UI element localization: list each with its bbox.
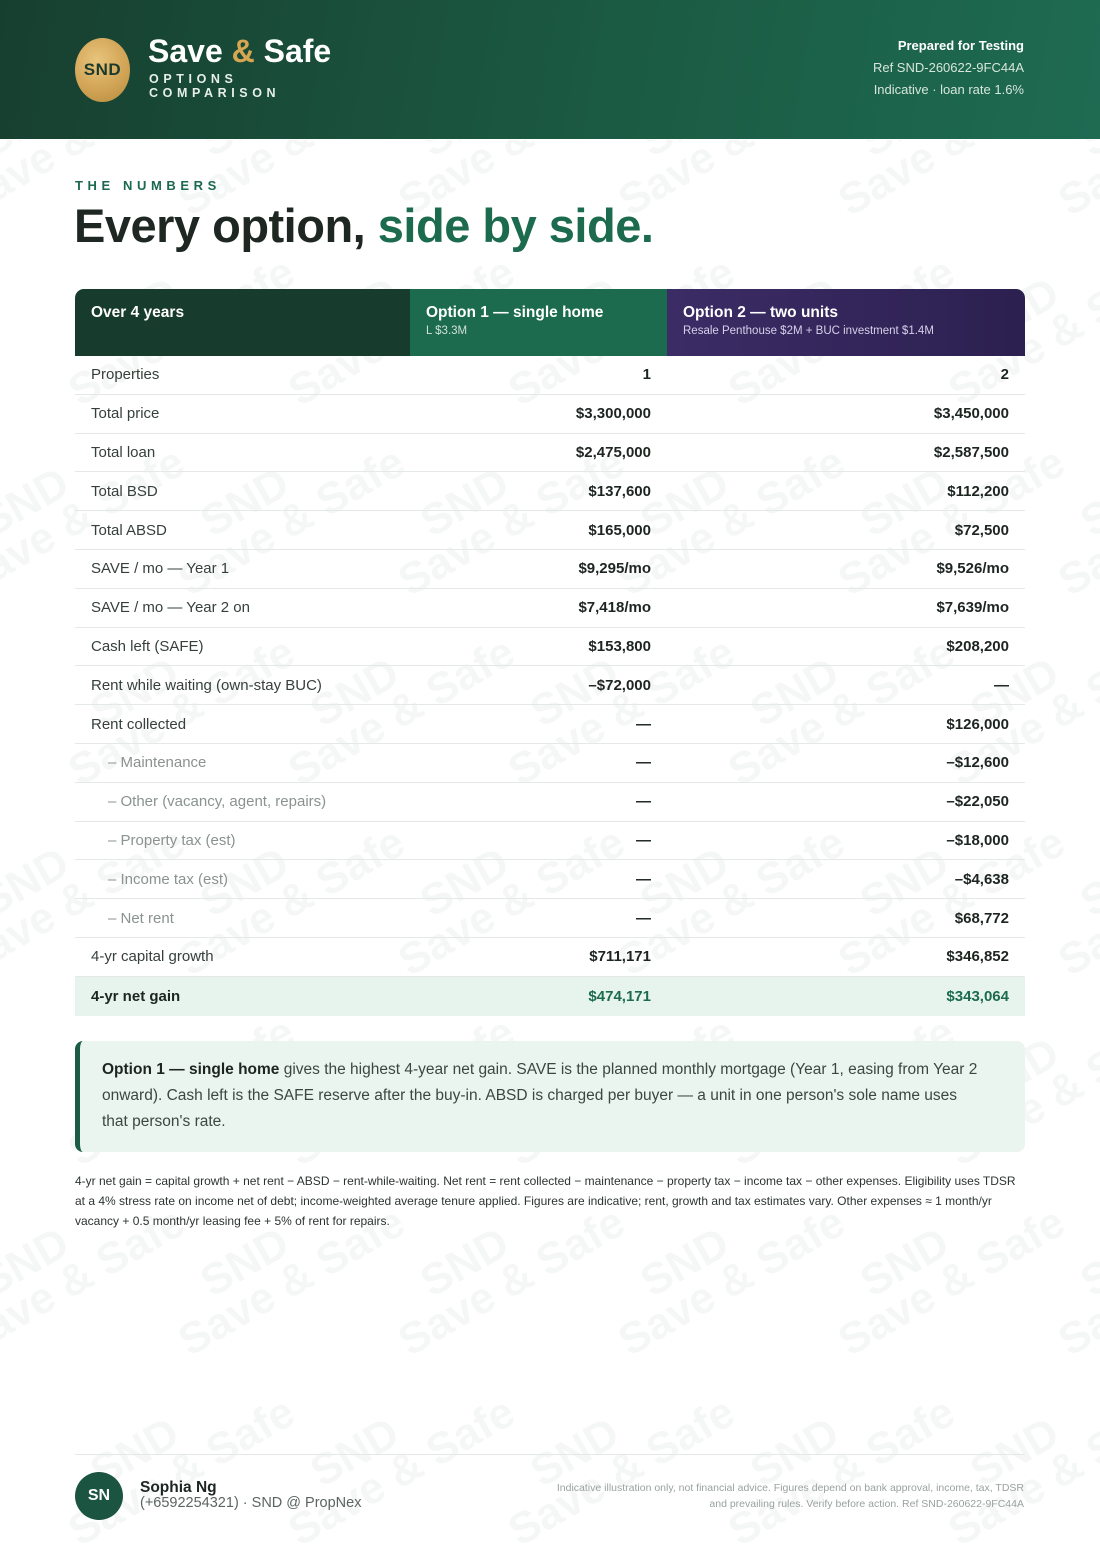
option-2-value: –$22,050: [946, 793, 1009, 811]
watermark-text: [1033, 140, 1100, 222]
table-row-total-loan: [75, 434, 1025, 473]
section-eyebrow: THE NUMBERS: [75, 178, 221, 193]
watermark-text: [1033, 818, 1100, 982]
loan-rate-note: Indicative · loan rate 1.6%: [873, 82, 1024, 97]
page-title-accent: side by side.: [377, 199, 654, 252]
option-1-value: $7,418/mo: [578, 599, 651, 617]
row-label: – Property tax (est): [108, 831, 236, 849]
methodology-footnote: 4-yr net gain = capital growth + net rent − ABSD − rent-while-waiting. Net rent = rent collected − maintenance − property tax − income tax − other expenses. Eligibility uses TDSR at a 4% stress rate on income net of debt; income-weighted average tenure applied. Figures are indicative; rent, growth and tax estimates vary. Other expenses ≈ 1 month/yr vacancy + 0.5 month/yr leasing fee + 5% of rent for repairs.: [75, 1174, 1016, 1228]
row-label: Total loan: [91, 443, 156, 461]
option-2-title: Option 2 — two units: [683, 304, 838, 321]
row-label: 4-yr capital growth: [91, 948, 214, 966]
option-2-value: $208,200: [946, 637, 1009, 655]
reference-number: Ref SND-260622-9FC44A: [872, 60, 1024, 75]
option-1-value: —: [636, 793, 651, 811]
row-label: – Maintenance: [108, 754, 207, 772]
table-row-cash-left: [75, 628, 1025, 667]
table-row-properties: [75, 356, 1025, 395]
option-1-value: $137,600: [588, 482, 651, 500]
option-2-value: $346,852: [946, 948, 1009, 966]
brand-name: Save & Safe: [148, 33, 332, 69]
option-2-value: $3,450,000: [933, 405, 1009, 423]
option-1-value: 1: [642, 366, 651, 384]
row-label: 4-yr net gain: [91, 987, 181, 1005]
header-period: Over 4 years: [75, 289, 410, 356]
option-2-subtitle: Resale Penthouse $2M + BUC investment $1.4M: [683, 325, 934, 337]
row-label: – Income tax (est): [108, 870, 229, 888]
option-1-value: $3,300,000: [575, 405, 651, 423]
agent-contact: (+6592254321) · SND @ PropNex: [140, 1495, 362, 1511]
option-1-value: —: [636, 909, 651, 927]
page-title: Every option, side by side.: [74, 199, 654, 252]
option-2-value: $112,200: [947, 482, 1009, 500]
option-2-value: $7,639/mo: [936, 599, 1009, 617]
brand-ampersand: &: [231, 33, 255, 69]
watermark-text: [483, 1388, 688, 1552]
table-row-total-absd: [75, 511, 1025, 550]
prepared-for: Prepared for Testing: [897, 38, 1024, 53]
avatar: SN: [75, 1472, 123, 1520]
row-label: Cash left (SAFE): [91, 637, 204, 655]
option-2-value: $2,587,500: [933, 443, 1009, 461]
table-row-property-tax: [75, 822, 1025, 861]
table-row-other-expenses: [75, 783, 1025, 822]
watermark-text: [43, 1388, 248, 1552]
row-label: SAVE / mo — Year 1: [91, 560, 230, 578]
option-1-value: $165,000: [588, 521, 651, 539]
table-row-total-price: [75, 395, 1025, 434]
watermark-text: [813, 140, 1018, 222]
brand-logo: SND: [75, 38, 130, 102]
watermark-text: [703, 1388, 908, 1552]
callout-lead: Option 1 — single home: [102, 1061, 280, 1078]
option-2-value: 2: [1000, 366, 1009, 384]
option-2-value: $9,526/mo: [936, 560, 1009, 578]
summary-callout: [75, 1041, 1025, 1152]
watermark-text: [263, 1388, 468, 1552]
option-1-value: —: [636, 754, 651, 772]
row-label: – Net rent: [108, 909, 174, 927]
option-1-title: Option 1 — single home: [426, 304, 604, 321]
brand-subtitle: OPTIONS COMPARISON: [149, 72, 281, 100]
header-option-2: [667, 289, 1025, 356]
row-label: Total price: [91, 405, 160, 423]
table-row-net-gain: [75, 977, 1025, 1016]
comparison-table: [75, 289, 1025, 1016]
row-label: Properties: [91, 366, 160, 384]
option-2-value: $343,064: [946, 987, 1009, 1005]
option-2-value: $72,500: [954, 521, 1009, 539]
watermark-text: [1033, 1198, 1100, 1362]
page-header: [0, 0, 1100, 139]
footer-divider: [75, 1454, 1025, 1455]
option-1-value: $2,475,000: [575, 443, 651, 461]
header-option-1: [410, 289, 667, 356]
row-label: – Other (vacancy, agent, repairs): [108, 793, 327, 811]
callout-body: gives the highest 4-year net gain. SAVE is the planned monthly mortgage (Year 1, easing from Year 2 onward). Cash left is the SAFE reserve after the buy-in. ABSD is charged per buyer — a unit in one person's sole name uses that person's rate.: [102, 1061, 978, 1130]
table-header: [75, 289, 1025, 356]
row-label: Rent while waiting (own-stay BUC): [91, 676, 322, 694]
table-row-save-year-1: [75, 550, 1025, 589]
table-row-rent-while-waiting: [75, 666, 1025, 705]
table-row-total-bsd: [75, 472, 1025, 511]
option-1-value: $153,800: [588, 637, 651, 655]
table-row-rent-collected: [75, 705, 1025, 744]
table-row-net-rent: [75, 899, 1025, 938]
option-2-value: –$12,600: [946, 754, 1009, 772]
table-row-maintenance: [75, 744, 1025, 783]
table-row-income-tax: [75, 860, 1025, 899]
option-1-value: $9,295/mo: [578, 560, 651, 578]
option-2-value: $126,000: [946, 715, 1009, 733]
row-label: Rent collected: [91, 715, 187, 733]
option-2-value: –$18,000: [946, 831, 1009, 849]
watermark-text: [1033, 438, 1100, 602]
option-1-value: —: [636, 870, 651, 888]
option-2-value: $68,772: [954, 909, 1009, 927]
option-1-subtitle: L $3.3M: [426, 325, 468, 337]
row-label: SAVE / mo — Year 2 on: [91, 599, 250, 617]
option-2-value: —: [994, 676, 1009, 694]
option-1-value: –$72,000: [588, 676, 651, 694]
prepared-block: [873, 37, 1024, 103]
option-2-value: –$4,638: [954, 870, 1009, 888]
row-label: Total ABSD: [91, 521, 167, 539]
row-label: Total BSD: [91, 482, 158, 500]
option-1-value: $474,171: [588, 987, 651, 1005]
option-1-value: —: [636, 831, 651, 849]
option-1-value: —: [636, 715, 651, 733]
table-row-save-year-2: [75, 589, 1025, 628]
watermark-text: [923, 1388, 1100, 1552]
disclaimer: Indicative illustration only, not financial advice. Figures depend on bank approval, income, tax, TDSR and prevailing rules. Verify before action. Ref SND-260622-9FC44A: [556, 1482, 1024, 1510]
option-1-value: $711,171: [589, 948, 651, 966]
table-row-capital-growth: [75, 938, 1025, 977]
agent-name: Sophia Ng: [140, 1479, 217, 1496]
